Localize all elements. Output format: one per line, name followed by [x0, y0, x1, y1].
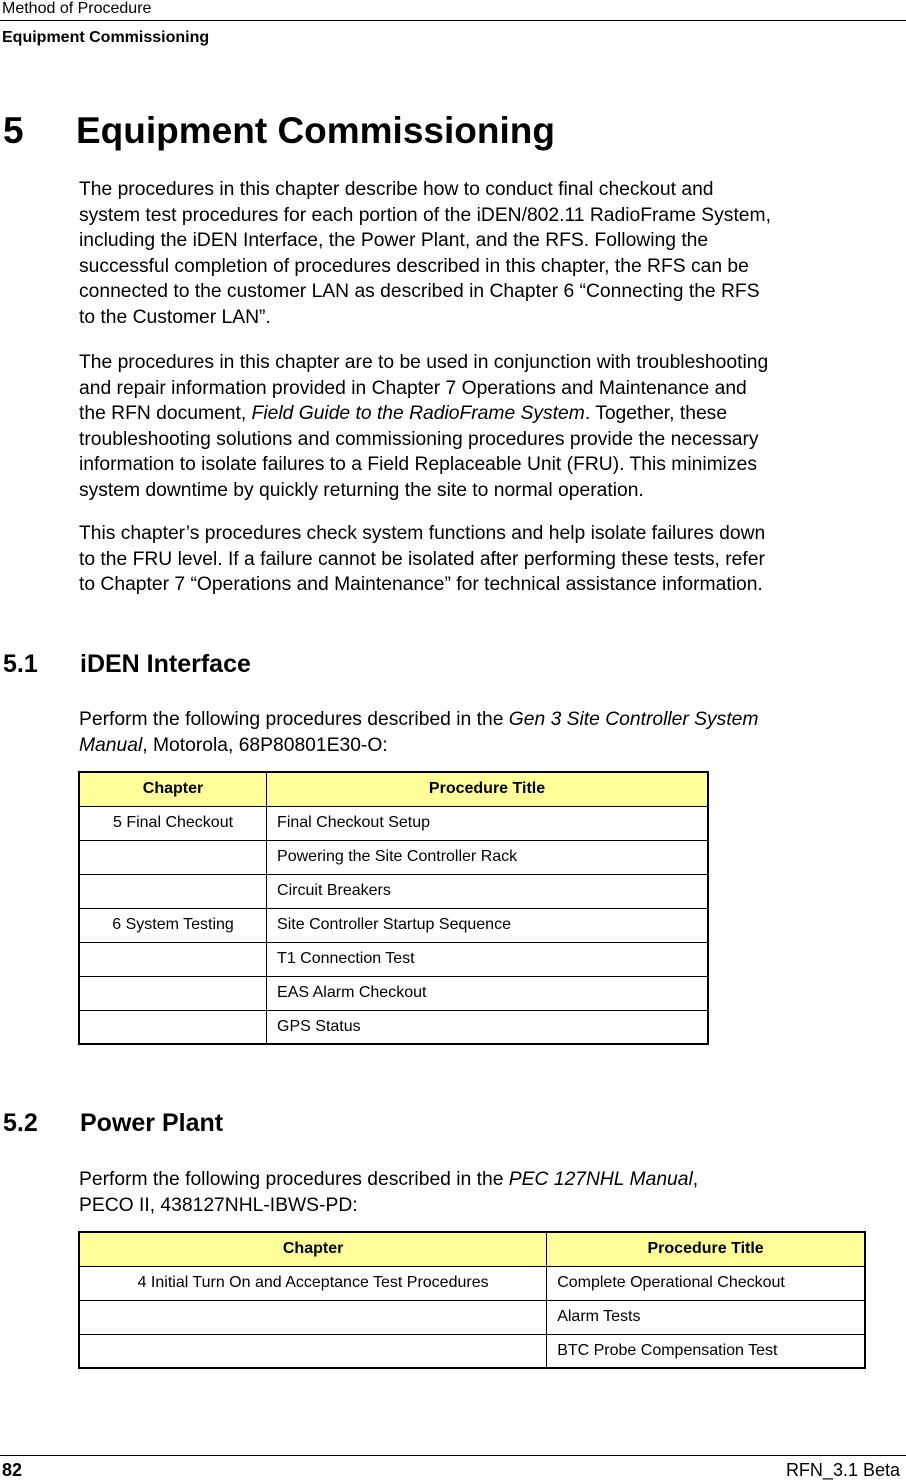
- table-cell-chapter: [79, 942, 267, 976]
- table-row: [79, 874, 708, 908]
- chapter-intro-paragraph-1: [79, 177, 906, 330]
- text-line: PECO II, 438127NHL-IBWS-PD:: [79, 1194, 358, 1216]
- table-row: [79, 942, 708, 976]
- section-title: iDEN Interface: [80, 650, 251, 678]
- table-cell-procedure: Site Controller Startup Sequence: [267, 908, 708, 942]
- chapter-heading: [3, 110, 555, 152]
- procedure-table-power-plant: [78, 1231, 866, 1369]
- text-run: . Together, these: [584, 403, 728, 424]
- manual-title-reference: Gen 3 Site Controller System: [508, 709, 759, 730]
- column-header-chapter: Chapter: [79, 772, 267, 806]
- text-line: [79, 733, 906, 759]
- text-line: and repair information provided in Chapter 7 Operations and Maintenance and: [79, 377, 747, 399]
- manual-title-reference: PEC 127NHL Manual: [508, 1169, 693, 1190]
- chapter-intro-paragraph-3: [79, 521, 906, 598]
- text-line: to the Customer LAN”.: [79, 306, 271, 328]
- text-run: , Motorola, 68P80801E30-O:: [142, 734, 388, 756]
- table-cell-chapter: 5 Final Checkout: [79, 806, 267, 840]
- section-heading-5-1: [3, 650, 251, 679]
- text-line: [79, 401, 906, 427]
- text-run: Perform the following procedures described in the: [79, 1169, 509, 1190]
- table-cell-procedure: Complete Operational Checkout: [547, 1266, 865, 1300]
- table-row: [79, 1300, 865, 1334]
- footer-rule: [0, 1455, 906, 1456]
- table-row: [79, 1266, 865, 1300]
- page-number: 82: [2, 1460, 23, 1480]
- table-cell-procedure: BTC Probe Compensation Test: [547, 1334, 865, 1368]
- text-run: the RFN document,: [79, 403, 252, 424]
- column-header-chapter: Chapter: [79, 1232, 547, 1266]
- document-title-reference: Field Guide to the RadioFrame System: [251, 403, 585, 424]
- table-row: [79, 976, 708, 1010]
- table-cell-chapter: 4 Initial Turn On and Acceptance Test Procedures: [79, 1266, 547, 1300]
- table-cell-procedure: Alarm Tests: [547, 1300, 865, 1334]
- table-row: [79, 1334, 865, 1368]
- text-run: Perform the following procedures described in the: [79, 709, 509, 730]
- text-line: system test procedures for each portion of the iDEN/802.11 RadioFrame System,: [79, 204, 771, 226]
- table-row: [79, 806, 708, 840]
- header-rule: [0, 20, 906, 21]
- chapter-number: 5: [3, 110, 24, 151]
- text-line: connected to the customer LAN as described in Chapter 6 “Connecting the RFS: [79, 281, 760, 302]
- section-title: Power Plant: [80, 1109, 224, 1137]
- section-number: 5.1: [3, 650, 38, 678]
- text-line: The procedures in this chapter are to be used in conjunction with troubleshooting: [79, 352, 769, 373]
- text-line: to the FRU level. If a failure cannot be isolated after performing these tests, refer: [79, 548, 765, 570]
- table-cell-chapter: [79, 1010, 267, 1044]
- text-line: information to isolate failures to a Field Replaceable Unit (FRU). This minimizes: [79, 454, 757, 475]
- table-cell-procedure: Powering the Site Controller Rack: [267, 840, 708, 874]
- table-cell-procedure: T1 Connection Test: [267, 942, 708, 976]
- text-line: The procedures in this chapter describe how to conduct final checkout and: [79, 179, 714, 200]
- running-header-section: Equipment Commissioning: [2, 29, 210, 46]
- chapter-title: Equipment Commissioning: [76, 110, 555, 151]
- column-header-procedure-title: Procedure Title: [547, 1232, 865, 1266]
- running-header-doc-type: Method of Procedure: [2, 0, 152, 17]
- text-line: system downtime by quickly returning the site to normal operation.: [79, 479, 644, 501]
- section-5-1-intro: [79, 707, 906, 758]
- manual-title-reference: Manual: [79, 734, 143, 756]
- text-line: This chapter’s procedures check system functions and help isolate failures down: [79, 523, 766, 544]
- table-row: [79, 908, 708, 942]
- table-cell-chapter: [79, 1300, 547, 1334]
- chapter-intro-paragraph-2: [79, 350, 906, 503]
- table-cell-procedure: Circuit Breakers: [267, 874, 708, 908]
- table-row: [79, 1010, 708, 1044]
- section-number: 5.2: [3, 1109, 38, 1137]
- table-header-row: [79, 1232, 865, 1266]
- table-row: [79, 840, 708, 874]
- column-header-procedure-title: Procedure Title: [267, 772, 708, 806]
- text-line: troubleshooting solutions and commissioning procedures provide the necessary: [79, 428, 759, 450]
- text-line: including the iDEN Interface, the Power Plant, and the RFS. Following the: [79, 230, 709, 251]
- text-line: [79, 707, 906, 733]
- document-id: RFN_3.1 Beta: [785, 1460, 900, 1480]
- table-cell-chapter: [79, 1334, 547, 1368]
- table-header-row: [79, 772, 708, 806]
- table-cell-chapter: 6 System Testing: [79, 908, 267, 942]
- text-line: to Chapter 7 “Operations and Maintenance” for technical assistance information.: [79, 574, 763, 595]
- table-cell-procedure: EAS Alarm Checkout: [267, 976, 708, 1010]
- table-cell-chapter: [79, 840, 267, 874]
- procedure-table-iden: [78, 771, 709, 1045]
- table-cell-chapter: [79, 976, 267, 1010]
- table-cell-procedure: Final Checkout Setup: [267, 806, 708, 840]
- table-cell-chapter: [79, 874, 267, 908]
- table-cell-procedure: GPS Status: [267, 1010, 708, 1044]
- text-run: ,: [692, 1169, 699, 1190]
- text-line: successful completion of procedures described in this chapter, the RFS can be: [79, 255, 749, 277]
- section-heading-5-2: [3, 1109, 223, 1138]
- section-5-2-intro: [79, 1167, 906, 1218]
- text-line: [79, 1167, 906, 1193]
